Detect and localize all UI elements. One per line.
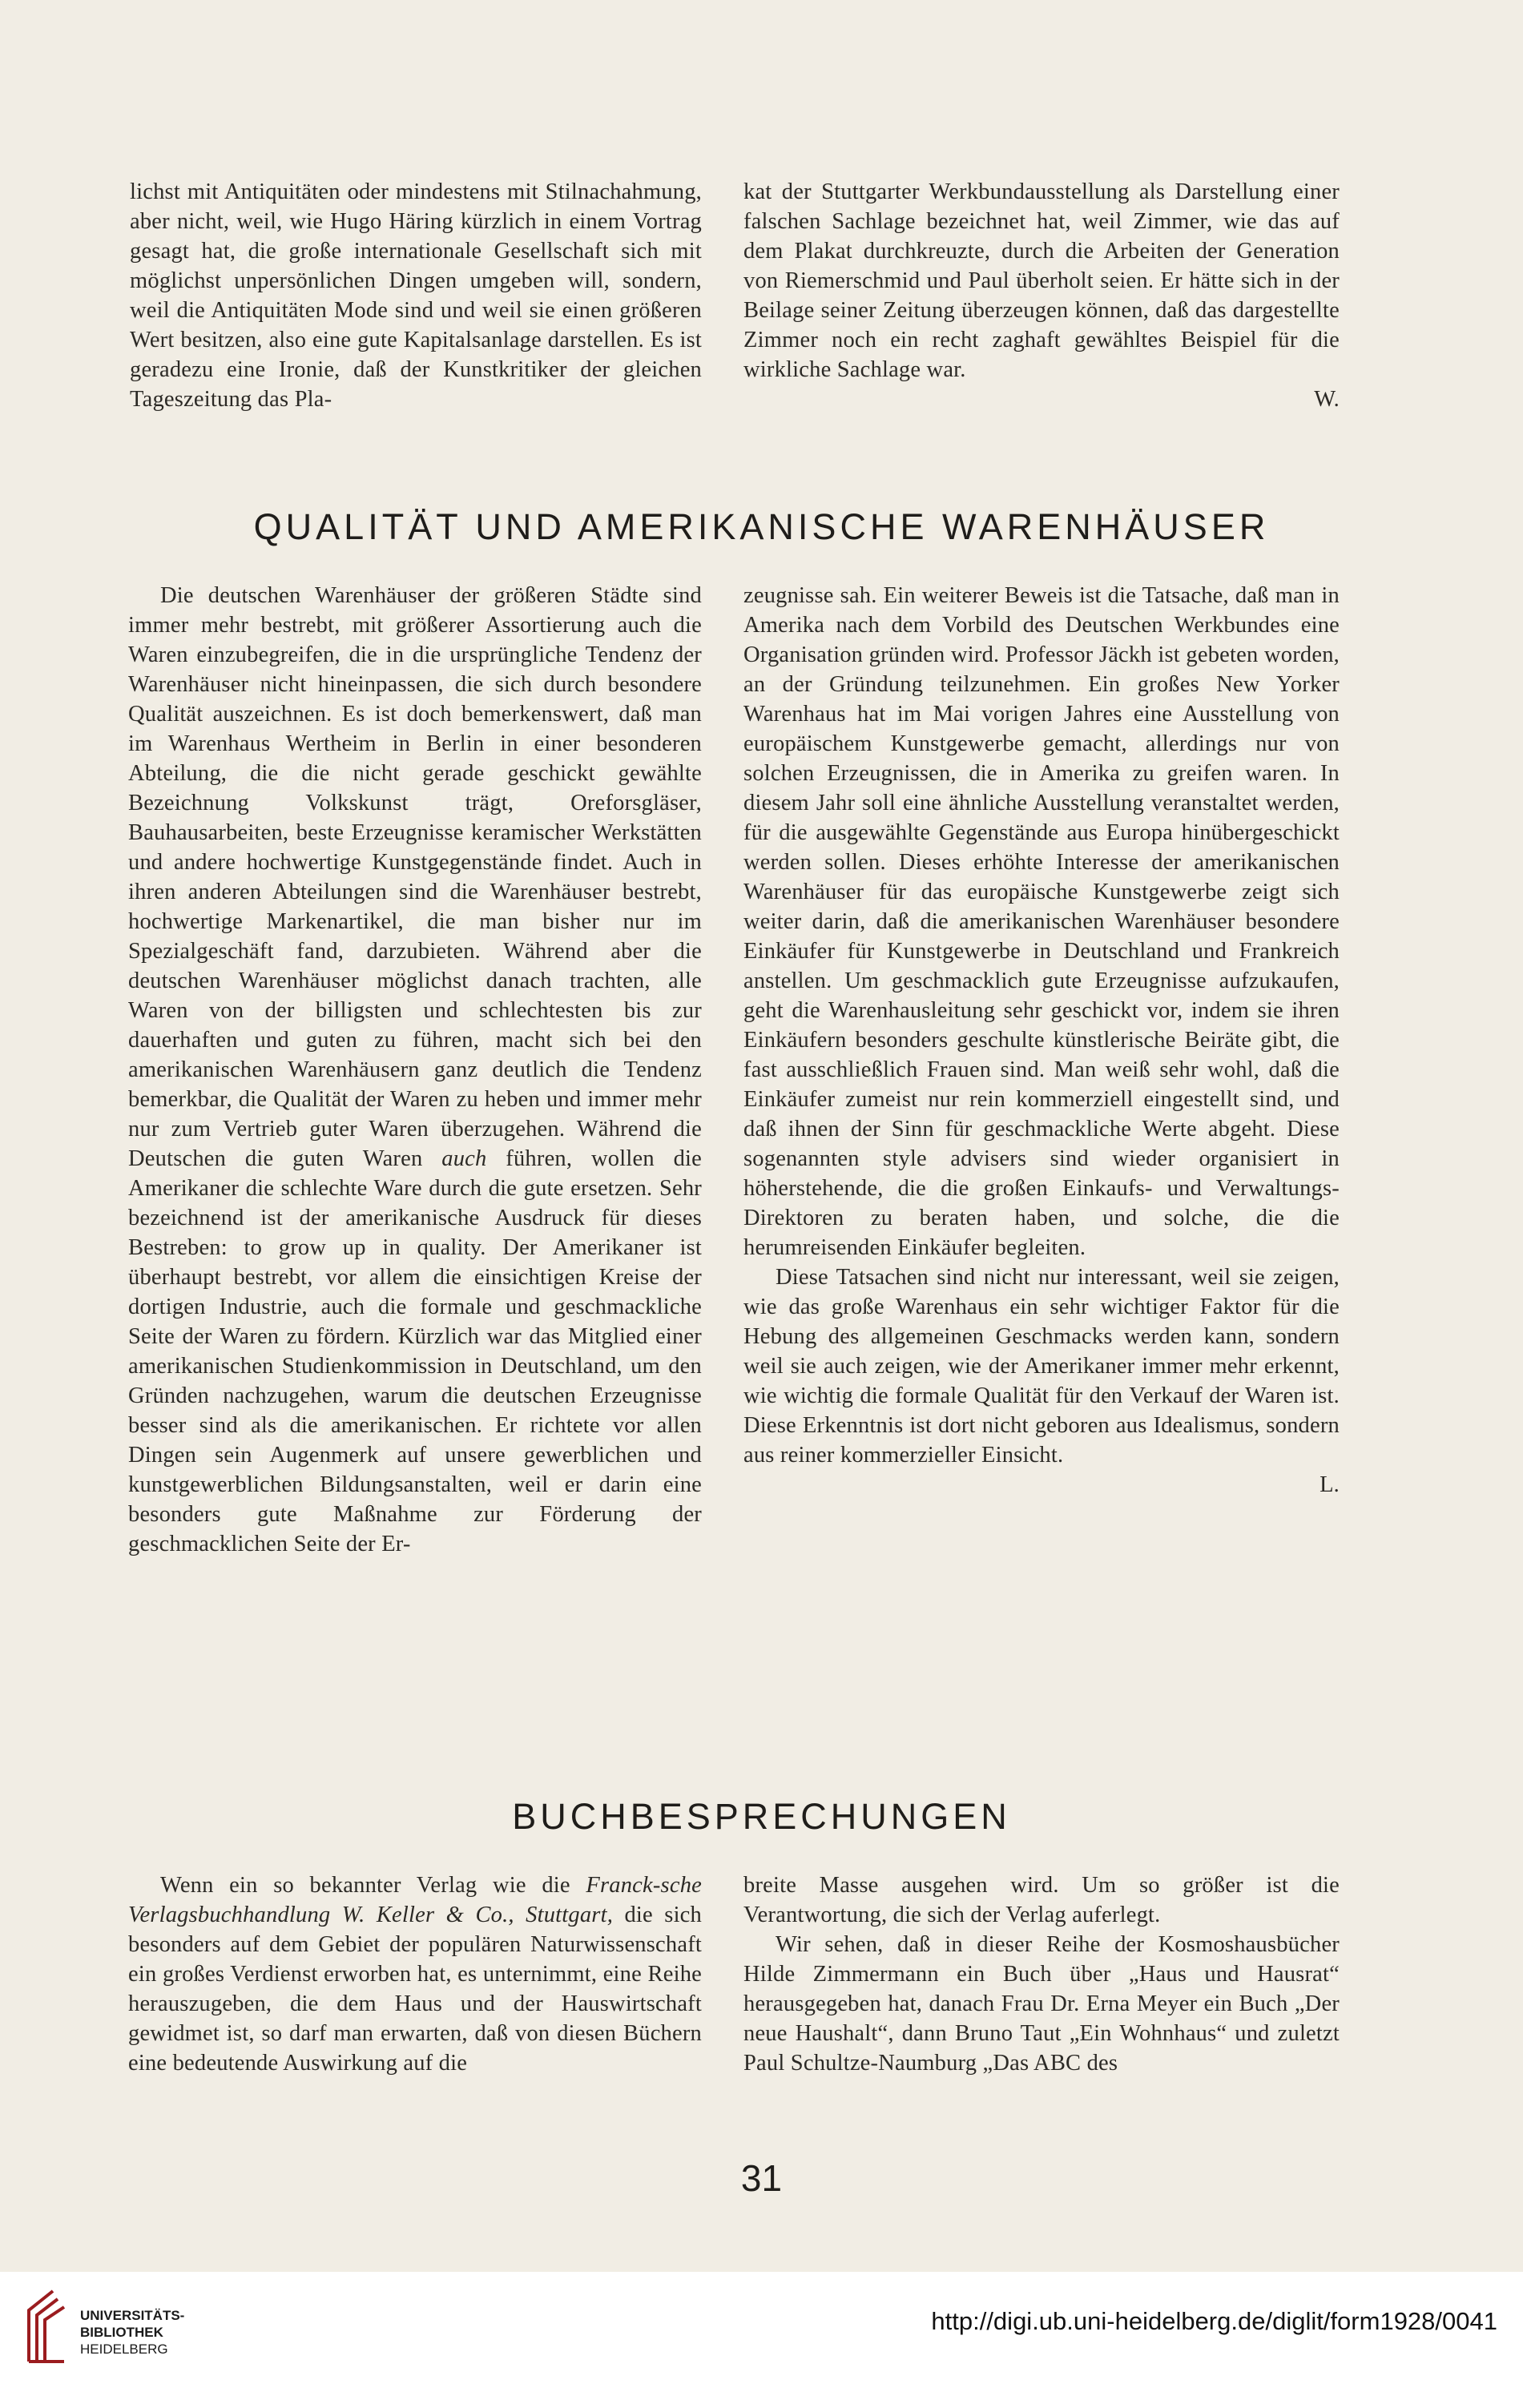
buch-left-paragraph	[128, 1870, 702, 2078]
qualitaet-right-paragraph-2: Diese Tatsachen sind nicht nur interessant, weil sie zeigen, wie das große Warenhaus ein sehr wichtiger Faktor für die Hebung des allgemeinen Geschmacks werden kann, sondern weil sie auch zeigen, wie der Amerikaner immer mehr erkennt, wie wichtig die formale Qualität für den Verkauf der Waren ist. Diese Erkenntnis ist dort nicht geboren aus Idealismus, sondern aus reiner kommerzieller Einsicht.	[743, 1265, 1340, 1468]
digitization-footer	[0, 2272, 1523, 2408]
qualitaet-text-b: führen, wollen die Amerikaner die schlechte Ware durch die gute ersetzen. Sehr bezeichnend ist der amerikanische Ausdruck für dieses Bestreben: to grow up in quality. Der Amerikaner ist überhaupt bestrebt, vor allem die einsichtigen Kreise der dortigen Industrie, auch die formale und geschmackliche Seite der Waren zu fördern. Kürzlich war das Mitglied einer amerikanischen Studienkommission in Deutschland, um den Gründen nachzugehen, warum die deutschen Erzeugnisse besser sind als die amerikanischen. Er richtete vor allen Dingen sein Augenmerk auf unsere gewerblichen und kunstgewerblichen Bildungsanstalten, weil er darin eine besonders gute Maßnahme zur Förderung der geschmacklichen Seite der Er-	[128, 1146, 703, 1556]
section-heading-qualitaet: QUALITÄT UND AMERIKANISCHE WARENHÄUSER	[253, 506, 1270, 547]
qualitaet-left-column	[128, 581, 702, 1559]
section-heading-buchbesprechungen: BUCHBESPRECHUNGEN	[512, 1796, 1011, 1837]
buch-left-column	[128, 1870, 702, 2078]
emphasis-auch: auch	[441, 1146, 487, 1171]
library-logo-icon	[21, 2286, 72, 2366]
intro-left-text: lichst mit Antiquitäten oder mindestens mit Stilnachahmung, aber nicht, weil, wie Hugo Häring kürzlich in einem Vortrag gesagt hat, die große internationale Gesellschaft sich mit möglichst unpersönlichen Dingen umgeben will, sondern, weil die Antiquitäten Mode sind und weil sie einen größeren Wert besitzen, also eine gute Kapitalsanlage darstellen. Es ist geradezu eine Ironie, daß der Kunstkritiker der gleichen Tageszeitung das Pla-	[130, 179, 702, 412]
intro-right-column	[743, 177, 1340, 414]
library-name-line-2: BIBLIOTHEK	[80, 2325, 163, 2340]
buch-text-a: Wenn ein so bekannter Verlag wie die	[160, 1873, 570, 1898]
source-url-link[interactable]: http://digi.ub.uni-heidelberg.de/diglit/form1928/0041	[931, 2307, 1497, 2335]
qualitaet-right-paragraph-1: zeugnisse sah. Ein weiterer Beweis ist die Tatsache, daß man in Amerika nach dem Vorbild des Deutschen Werkbundes eine Organisation gründen wird. Professor Jäckh ist gebeten worden, an der Gründung teilzunehmen. Ein großes New Yorker Warenhaus hat im Mai vorigen Jahres eine Ausstellung von europäischem Kunstgewerbe gemacht, allerdings nur von solchen Erzeugnissen, die in Amerika zu greifen waren. In diesem Jahr soll eine ähnliche Ausstellung veranstaltet werden, für die ausgewählte Gegenstände aus Europa hinübergeschickt werden sollen. Dieses erhöhte Interesse der amerikanischen Warenhäuser für das europäische Kunstgewerbe zeigt sich weiter darin, daß die amerikanischen Warenhäuser besondere Einkäufer für Kunstgewerbe in Deutschland und Frankreich anstellen. Um geschmacklich gute Erzeugnisse aufzukaufen, geht die Warenhausleitung sehr geschickt vor, indem sie ihren Einkäufern besonders geschulte künstlerische Beiräte gibt, die fast ausschließlich Frauen sind. Man weiß sehr wohl, daß die Einkäufer zumeist nur rein kommerziell eingestellt sind, und daß ihnen der Sinn für geschmackliche Werte abgeht. Diese sogenannten style advisers sind wieder organisiert in höherstehende, die die großen Einkaufs- und Verwaltungs-Direktoren zu beraten haben, und solche, die die herumreisenden Einkäufer begleiten.	[743, 583, 1340, 1260]
intro-left-column	[130, 177, 702, 414]
buch-right-paragraph-1: breite Masse ausgehen wird. Um so größer ist die Verantwortung, die sich der Verlag auferlegt.	[743, 1873, 1340, 1927]
library-name	[80, 2307, 184, 2358]
page-number: 31	[740, 2157, 783, 2199]
qualitaet-text-a: Die deutschen Warenhäuser der größeren Städte sind immer mehr bestrebt, mit größerer Assortierung auch die Waren einzubegreifen, die in die ursprüngliche Tendenz der Warenhäuser nicht hineinpassen, die sich durch besondere Qualität auszeichnen. Es ist doch bemerkenswert, daß man im Warenhaus Wertheim in Berlin in einer besonderen Abteilung, die die nicht gerade geschickt gewählte Bezeichnung Volkskunst trägt, Oreforsgläser, Bauhausarbeiten, beste Erzeugnisse keramischer Werkstätten und andere hochwertige Kunstgegenstände findet. Auch in ihren anderen Abteilungen sind die Warenhäuser bestrebt, hochwertige Markenartikel, die man bisher nur im Spezialgeschäft fand, darzubieten. Während aber die deutschen Warenhäuser möglichst danach trachten, alle Waren von der billigsten und schlechtesten bis zur dauerhaften und guten zu führen, macht sich bei den amerikanischen Warenhäusern ganz deutlich die Tendenz bemerkbar, die Qualität der Waren zu heben und immer mehr nur zum Vertrieb guter Waren überzugehen. Während die Deutschen die guten Waren	[128, 583, 702, 1171]
buch-right-column	[743, 1870, 1340, 2078]
qualitaet-right-column	[743, 581, 1340, 1500]
library-name-line-3: HEIDELBERG	[80, 2342, 168, 2357]
intro-right-text: kat der Stuttgarter Werkbundausstellung als Darstellung einer falschen Sachlage bezeichnet hat, weil Zimmer, wie das auf dem Plakat durchkreuzte, durch die Arbeiten der Generation von Riemerschmid und Paul überholt seien. Er hätte sich in der Beilage seiner Zeitung überzeugen können, daß das dargestellte Zimmer noch ein recht zaghaft gewähltes Beispiel für die wirkliche Sachlage war.	[743, 179, 1340, 382]
buch-text-b: die sich besonders auf dem Gebiet der populären Naturwissenschaft ein großes Verdienst erworben hat, es unternimmt, eine Reihe herauszugeben, die dem Haus und der Hauswirtschaft gewidmet ist, so darf man erwarten, daß von diesen Büchern eine bedeutende Auswirkung auf die	[128, 1903, 702, 2076]
author-signature-w: W.	[1314, 387, 1340, 412]
library-name-line-1: UNIVERSITÄTS-	[80, 2308, 185, 2323]
buch-right-paragraph-2: Wir sehen, daß in dieser Reihe der Kosmoshausbücher Hilde Zimmermann ein Buch über „Haus und Hausrat“ herausgegeben hat, danach Frau Dr. Erna Meyer ein Buch „Der neue Haushalt“, dann Bruno Taut „Ein Wohnhaus“ und zuletzt Paul Schultze-Naumburg „Das ABC des	[743, 1932, 1340, 2076]
author-signature-l: L.	[1320, 1472, 1340, 1497]
publisher-name: Franck-sche Verlagsbuchhandlung W. Keller & Co., Stuttgart,	[128, 1873, 702, 1927]
qualitaet-left-paragraph	[128, 581, 702, 1559]
